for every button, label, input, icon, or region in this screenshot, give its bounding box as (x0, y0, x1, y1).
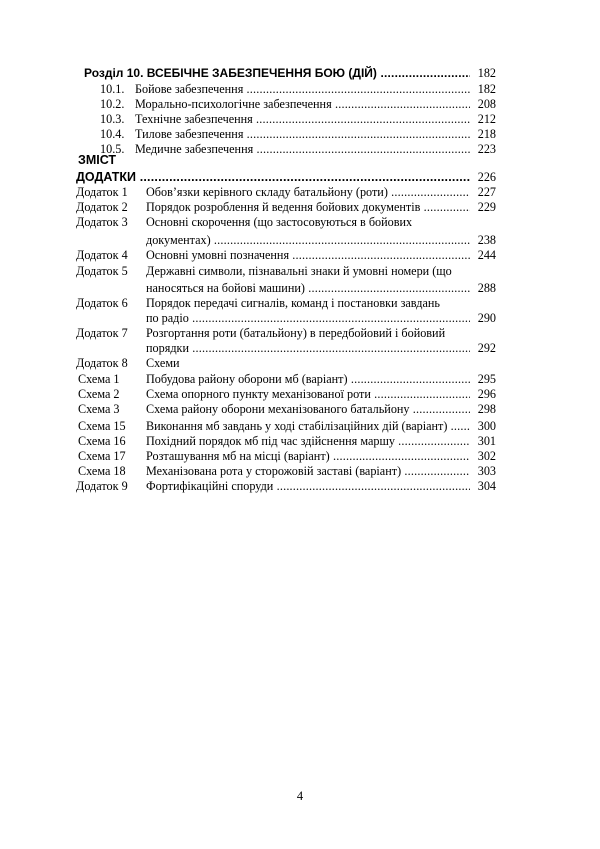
appendix-title: Державні символи, пізнавальні знаки й умовні номери (що (146, 264, 452, 278)
appendix-label: Додаток 4 (76, 248, 128, 262)
appendix-page: 302 (477, 449, 496, 463)
appendix-row (0, 479, 600, 494)
appendix-label: Схема 2 (78, 387, 120, 401)
section-title: Розділ 10. ВСЕБІЧНЕ ЗАБЕЗПЕЧЕННЯ БОЮ (ДІЙ) ..... (84, 66, 470, 81)
appendix-title: Похідний порядок мб під час здійснення маршу ..... (146, 434, 470, 449)
appendices-title: ДОДАТКИ ..... (76, 170, 470, 185)
section-page: 182 (477, 66, 496, 80)
appendix-title-continuation: наносяться на бойові машини) ..... (146, 281, 470, 296)
appendix-label: Додаток 9 (76, 479, 128, 493)
contents-heading: ЗМІСТ (78, 153, 117, 167)
subsection-row (0, 97, 600, 112)
appendix-row (0, 296, 600, 311)
appendix-row (0, 200, 600, 215)
appendix-page: 296 (477, 387, 496, 401)
appendix-page: 290 (477, 311, 496, 325)
appendix-page: 298 (477, 402, 496, 416)
appendix-row (0, 402, 600, 417)
contents-heading-row (0, 153, 600, 168)
subsection-title: Медичне забезпечення ..... (135, 142, 470, 157)
appendix-page: 300 (477, 419, 496, 433)
appendix-row (0, 264, 600, 279)
subsection-title: Морально-психологічне забезпечення ..... (135, 97, 470, 112)
appendix-label: Схема 16 (78, 434, 126, 448)
appendix-title: Розташування мб на місці (варіант) ..... (146, 449, 470, 464)
appendix-title: Обов’язки керівного складу батальйону (роти) ..... (146, 185, 470, 200)
subsection-title: Бойове забезпечення ..... (135, 82, 470, 97)
appendix-label: Схема 1 (78, 372, 120, 386)
appendix-row (0, 248, 600, 263)
appendix-page: 301 (477, 434, 496, 448)
appendix-title-continuation: порядки ..... (146, 341, 470, 356)
appendix-row (0, 372, 600, 387)
subsection-number: 10.4. (100, 127, 125, 141)
appendix-label: Додаток 5 (76, 264, 128, 278)
appendix-title: Порядок розроблення й ведення бойових документів ..... (146, 200, 470, 215)
subsection-row (0, 127, 600, 142)
appendix-title: Схеми (146, 356, 180, 370)
appendix-page: 292 (477, 341, 496, 355)
appendix-continuation-row (0, 341, 600, 356)
appendix-title: Порядок передачі сигналів, команд і постановки завдань (146, 296, 440, 310)
appendix-label: Додаток 8 (76, 356, 128, 370)
section-heading-row (0, 66, 600, 81)
subsection-page: 212 (477, 112, 496, 126)
appendix-page: 295 (477, 372, 496, 386)
appendix-row (0, 215, 600, 230)
appendix-title: Механізована рота у сторожовій заставі (варіант) ..... (146, 464, 470, 479)
appendix-label: Додаток 2 (76, 200, 128, 214)
subsection-title: Тилове забезпечення ..... (135, 127, 470, 142)
appendix-continuation-row (0, 233, 600, 248)
subsection-number: 10.5. (100, 142, 125, 156)
appendix-row (0, 326, 600, 341)
appendix-label: Схема 18 (78, 464, 126, 478)
appendix-row (0, 387, 600, 402)
appendix-title: Схема району оборони механізованого батальйону ..... (146, 402, 470, 417)
appendix-page: 227 (477, 185, 496, 199)
appendix-page: 304 (477, 479, 496, 493)
appendix-page: 244 (477, 248, 496, 262)
appendices-page: 226 (477, 170, 496, 184)
appendix-row (0, 185, 600, 200)
appendix-label: Додаток 1 (76, 185, 128, 199)
subsection-number: 10.2. (100, 97, 125, 111)
appendix-page: 303 (477, 464, 496, 478)
appendix-label: Додаток 7 (76, 326, 128, 340)
appendix-title: Основні умовні позначення ..... (146, 248, 470, 263)
appendix-title: Основні скорочення (що застосовуються в бойових (146, 215, 413, 229)
appendix-title: Фортифікаційні споруди ..... (146, 479, 470, 494)
appendix-page: 229 (477, 200, 496, 214)
appendix-row (0, 434, 600, 449)
appendix-title-continuation: по радіо ..... (146, 311, 470, 326)
appendix-label: Схема 17 (78, 449, 126, 463)
appendix-title: Побудова району оборони мб (варіант) ..... (146, 372, 470, 387)
appendix-page: 238 (477, 233, 496, 247)
appendix-page: 288 (477, 281, 496, 295)
appendix-continuation-row (0, 281, 600, 296)
appendix-row (0, 356, 600, 371)
appendix-title-continuation: документах) ..... (146, 233, 470, 248)
subsection-row (0, 82, 600, 97)
appendix-label: Схема 15 (78, 419, 126, 433)
appendix-label: Додаток 6 (76, 296, 128, 310)
appendices-heading-row (0, 170, 600, 185)
subsection-page: 182 (477, 82, 496, 96)
subsection-page: 223 (477, 142, 496, 156)
subsection-title: Технічне забезпечення ..... (135, 112, 470, 127)
subsection-page: 218 (477, 127, 496, 141)
appendix-label: Додаток 3 (76, 215, 128, 229)
appendix-title: Схема опорного пункту механізованої роти ..... (146, 387, 470, 402)
subsection-number: 10.3. (100, 112, 125, 126)
appendix-title: Виконання мб завдань у ході стабілізаційних дій (варіант) ..... (146, 419, 470, 434)
subsection-row (0, 112, 600, 127)
appendix-title: Розгортання роти (батальйону) в передбойовий і бойовий (146, 326, 446, 340)
appendix-label: Схема 3 (78, 402, 120, 416)
appendix-row (0, 464, 600, 479)
page-number: 4 (296, 789, 304, 803)
appendix-row (0, 419, 600, 434)
appendix-row (0, 449, 600, 464)
appendix-continuation-row (0, 311, 600, 326)
subsection-page: 208 (477, 97, 496, 111)
subsection-number: 10.1. (100, 82, 125, 96)
